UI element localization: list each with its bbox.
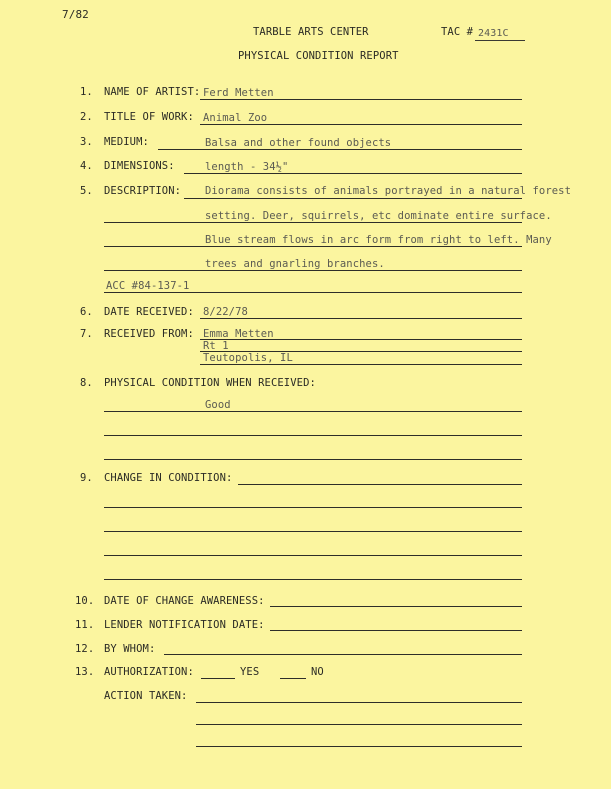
change-condition-underline	[104, 531, 522, 532]
description-line[interactable]: Diorama consists of animals portrayed in a natural forest	[205, 185, 572, 197]
change-condition-underline	[104, 555, 522, 556]
condition-received-value[interactable]: Good	[205, 399, 231, 411]
description-underline	[104, 270, 522, 271]
description-line[interactable]: Blue stream flows in arc form from right to left. Many	[205, 234, 552, 246]
date-code: 7/82	[62, 8, 89, 21]
medium-underline	[158, 149, 522, 150]
tac-underline	[475, 40, 525, 41]
title-value[interactable]: Animal Zoo	[203, 112, 268, 124]
title-label: TITLE OF WORK:	[104, 111, 194, 123]
dimensions-label: DIMENSIONS:	[104, 160, 175, 172]
received-from-city[interactable]: Teutopolis, IL	[203, 352, 293, 364]
condition-underline	[104, 435, 522, 436]
action-taken-underline	[196, 724, 522, 725]
by-whom-underline	[164, 654, 522, 655]
received-from-underline	[200, 364, 522, 365]
form-title: PHYSICAL CONDITION REPORT	[238, 50, 399, 62]
action-taken-underline	[196, 746, 522, 747]
artist-underline	[200, 99, 522, 100]
artist-value[interactable]: Ferd Metten	[203, 87, 274, 99]
lender-notification-underline	[270, 630, 522, 631]
item-number: 9.	[80, 472, 93, 484]
dimensions-underline	[184, 173, 522, 174]
date-received-underline	[200, 318, 522, 319]
item-number: 4.	[80, 160, 93, 172]
authorization-label: AUTHORIZATION:	[104, 666, 194, 678]
item-number: 13.	[75, 666, 95, 678]
item-number: 1.	[80, 86, 93, 98]
description-underline	[104, 222, 522, 223]
action-taken-underline	[196, 702, 522, 703]
description-label: DESCRIPTION:	[104, 185, 182, 197]
item-number: 3.	[80, 136, 93, 148]
description-line[interactable]: trees and gnarling branches.	[205, 258, 385, 270]
change-condition-underline	[104, 579, 522, 580]
received-from-name[interactable]: Emma Metten	[203, 328, 274, 340]
medium-label: MEDIUM:	[104, 136, 149, 148]
received-from-route[interactable]: Rt 1	[203, 340, 229, 352]
accession-number: ACC #84-137-1	[106, 280, 190, 292]
medium-value[interactable]: Balsa and other found objects	[205, 137, 392, 149]
date-received-value[interactable]: 8/22/78	[203, 306, 248, 318]
by-whom-label: BY WHOM:	[104, 643, 156, 655]
item-number: 6.	[80, 306, 93, 318]
received-from-label: RECEIVED FROM:	[104, 328, 194, 340]
change-condition-label: CHANGE IN CONDITION:	[104, 472, 233, 484]
condition-received-label: PHYSICAL CONDITION WHEN RECEIVED:	[104, 377, 316, 389]
change-condition-underline	[104, 507, 522, 508]
date-received-label: DATE RECEIVED:	[104, 306, 194, 318]
item-number: 10.	[75, 595, 95, 607]
description-underline	[104, 246, 522, 247]
item-number: 11.	[75, 619, 95, 631]
accession-underline	[104, 292, 522, 293]
change-awareness-underline	[270, 606, 522, 607]
item-number: 12.	[75, 643, 95, 655]
condition-underline	[104, 459, 522, 460]
item-number: 2.	[80, 111, 93, 123]
artist-label: NAME OF ARTIST:	[104, 86, 201, 98]
item-number: 7.	[80, 328, 93, 340]
lender-notification-label: LENDER NOTIFICATION DATE:	[104, 619, 265, 631]
tac-label: TAC #	[441, 26, 474, 38]
tac-number[interactable]: 2431C	[478, 28, 509, 39]
description-line[interactable]: setting. Deer, squirrels, etc dominate entire surface.	[205, 210, 552, 222]
condition-underline	[104, 411, 522, 412]
no-option: NO	[311, 666, 324, 678]
yes-option: YES	[240, 666, 260, 678]
no-blank[interactable]	[280, 678, 306, 679]
org-name: TARBLE ARTS CENTER	[253, 26, 369, 38]
dimensions-value[interactable]: length - 34½"	[205, 161, 289, 173]
title-underline	[200, 124, 522, 125]
description-underline	[184, 198, 522, 199]
change-condition-underline	[238, 484, 522, 485]
received-from-underline	[200, 339, 522, 340]
action-taken-label: ACTION TAKEN:	[104, 690, 188, 702]
yes-blank[interactable]	[201, 678, 235, 679]
item-number: 5.	[80, 185, 93, 197]
item-number: 8.	[80, 377, 93, 389]
change-awareness-label: DATE OF CHANGE AWARENESS:	[104, 595, 265, 607]
